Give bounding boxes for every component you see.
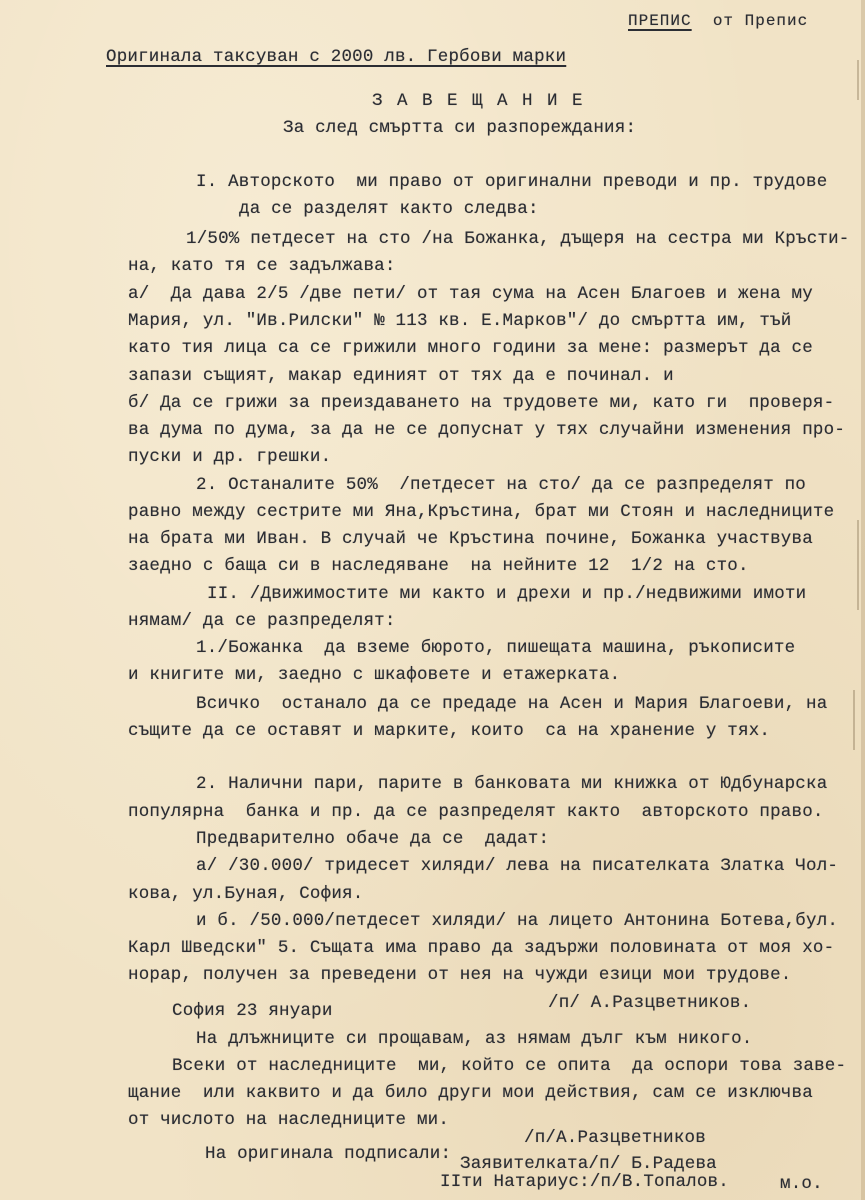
body-line: и б. /50.000/петдесет хиляди/ на лицето Антонина Ботева,бул. — [196, 911, 839, 931]
copy-label-group — [628, 13, 808, 29]
copy-suffix: от Препис — [712, 12, 809, 30]
body-line: запази същият, макар единият от тях да е починал. и — [128, 366, 674, 386]
paper-crease — [857, 60, 859, 100]
body-line: София 23 януари — [172, 1001, 333, 1021]
body-line: на, като тя се задължава: — [128, 256, 396, 276]
paper-crease — [853, 690, 855, 750]
mo-mark: м.о. — [780, 1174, 823, 1194]
body-line: Карл Шведски" 5. Същата има право да задържи половината от моя хо- — [128, 938, 835, 958]
body-line: като тия лица са се грижили много години за мене: размерът да се — [128, 338, 813, 358]
body-line: 2. Налични пари, парите в банковата ми книжка от Юдбунарска — [196, 774, 828, 794]
body-line: да се разделят както следва: — [239, 199, 539, 219]
body-line: на брата ми Иван. В случай че Кръстина почине, Божанка участвува — [128, 529, 813, 549]
applicant-signature: Заявителката/п/ Б.Радева — [460, 1154, 717, 1174]
paper-edge-shadow — [861, 0, 865, 1200]
body-line: а/ /30.000/ тридесет хиляди/ лева на писателката Златка Чол- — [196, 856, 839, 876]
body-line: и книгите ми, заедно с шкафовете и етажерката. — [128, 665, 621, 685]
body-line: кова, ул.Буная, София. — [128, 884, 364, 904]
body-line: същите да се оставят и марките, които са на хранение у тях. — [128, 721, 771, 741]
body-line: На длъжниците си прощавам, аз нямам дълг към никого. — [196, 1029, 753, 1049]
body-line: популярна банка и пр. да се разпределят както авторското право. — [128, 802, 824, 822]
signed-label: На оригинала подписали: — [205, 1144, 452, 1164]
body-line: 1./Божанка да вземе бюрото, пишещата машина, ръкописите — [196, 638, 796, 658]
document-title: З А В Е Щ А Н И Е — [372, 91, 585, 111]
notary-signature: IIти Натариус:/п/В.Топалов. — [440, 1172, 729, 1192]
body-line: заедно с баща си в наследяване на нейните 12 1/2 на сто. — [128, 556, 749, 576]
body-line: ва дума по дума, за да не се допуснат у тях случайни изменения про- — [128, 420, 846, 440]
tax-note: Оригинала таксуван с 2000 лв. Гербови марки — [106, 47, 567, 67]
body-line: нямам/ да се разпределят: — [128, 611, 396, 631]
body-line: равно между сестрите ми Яна,Кръстина, брат ми Стоян и наследниците — [128, 502, 835, 522]
body-line: Всичко останало да се предаде на Асен и Мария Благоеви, на — [196, 694, 828, 714]
paper-crease — [857, 520, 859, 610]
body-line: б/ Да се грижи за преиздаването на трудовете ми, като ги проверя- — [128, 393, 835, 413]
body-line: пуски и др. грешки. — [128, 447, 332, 467]
body-line: Предварително обаче да се дадат: — [196, 829, 550, 849]
body-line: от числото на наследниците ми. — [128, 1110, 450, 1130]
body-line: норар, получен за преведени от нея на чужди езици мои трудове. — [128, 965, 792, 985]
document-subtitle: За след смъртта си разпореждания: — [283, 118, 637, 138]
body-line: 2. Останалите 50% /петдесет на сто/ да се разпределят по — [196, 475, 806, 495]
author-signature: /п/А.Разцветников — [524, 1128, 706, 1148]
body-line: 1/50% петдесет на сто /на Божанка, дъщеря на сестра ми Кръсти- — [186, 229, 850, 249]
copy-label: ПРЕПИС — [628, 12, 692, 30]
body-line: Всеки от наследниците ми, който се опита да оспори това заве- — [172, 1056, 847, 1076]
body-line: а/ Да дава 2/5 /две пети/ от тая сума на Асен Благоев и жена му — [128, 284, 813, 304]
body-line: щание или каквито и да било други мои действия, сам се изключва — [128, 1083, 813, 1103]
body-line: /п/ А.Разцветников. — [548, 993, 752, 1013]
body-line: I. Авторското ми право от оригинални преводи и пр. трудове — [196, 172, 828, 192]
body-line: Мария, ул. "Ив.Рилски" № 113 кв. Е.Марков"/ до смъртта им, тъй — [128, 311, 792, 331]
body-line: II. /Движимостите ми както и дрехи и пр./недвижими имоти — [207, 584, 807, 604]
